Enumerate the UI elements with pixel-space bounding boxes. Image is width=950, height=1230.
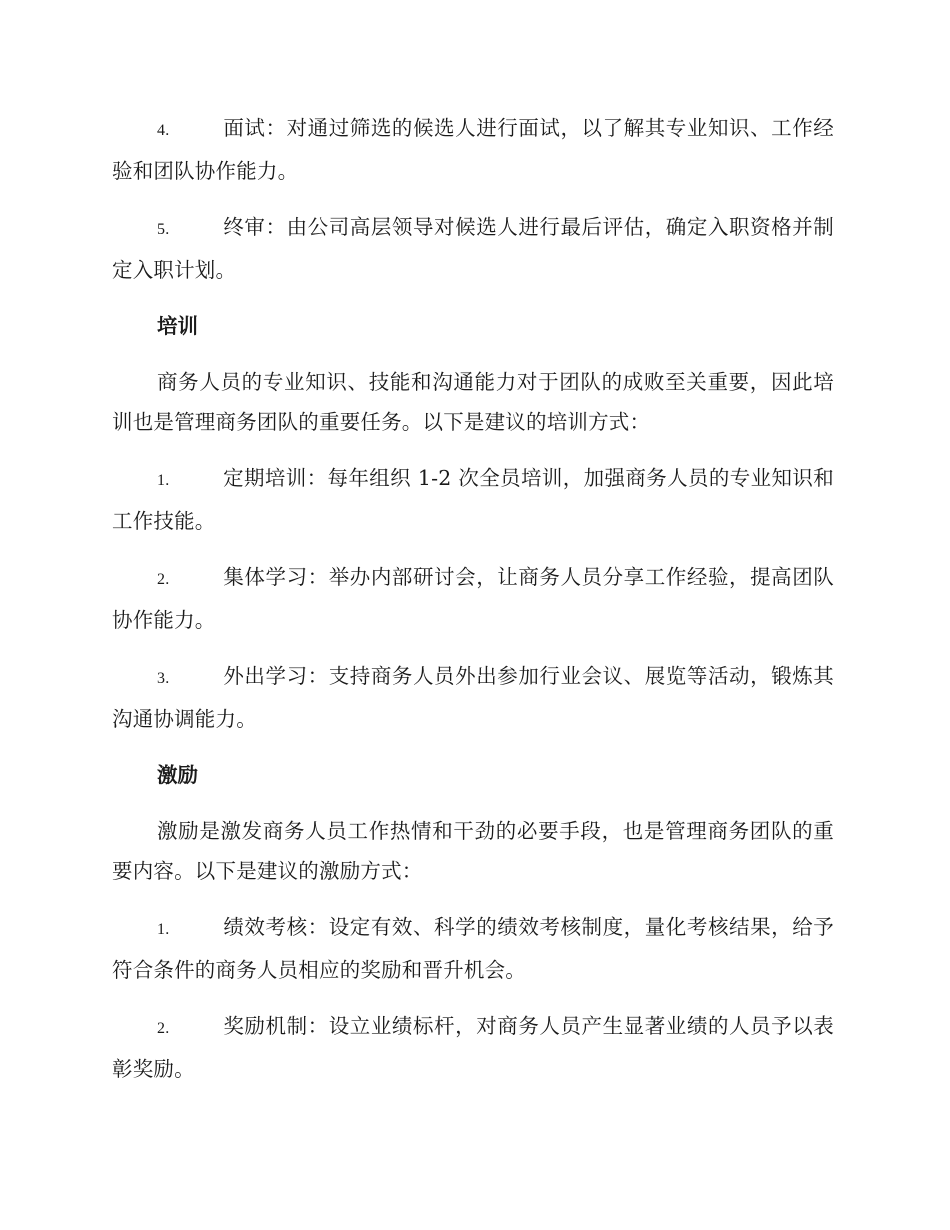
- paragraph-incentive-intro: 激励是激发商务人员工作热情和干劲的必要手段，也是管理商务团队的重要内容。以下是建议的激励方式：: [112, 819, 834, 883]
- section-heading-training: 培训: [157, 314, 198, 338]
- list-number: 4.: [157, 122, 170, 139]
- list-text: 定期培训：每年组织 1-2 次全员培训，加强商务人员的专业知识和工作技能。: [112, 466, 834, 533]
- list-item-final-review: [112, 207, 834, 290]
- list-text: 外出学习：支持商务人员外出参加行业会议、展览等活动，锻炼其沟通协调能力。: [112, 664, 834, 731]
- list-item-regular-training: [112, 458, 834, 541]
- list-number: 2.: [157, 1020, 170, 1037]
- list-text: 集体学习：举办内部研讨会，让商务人员分享工作经验，提高团队协作能力。: [112, 565, 834, 632]
- list-text: 终审：由公司高层领导对候选人进行最后评估，确定入职资格并制定入职计划。: [112, 215, 834, 282]
- list-text: 奖励机制：设立业绩标杆，对商务人员产生显著业绩的人员予以表彰奖励。: [112, 1014, 834, 1081]
- list-item-performance-review: [112, 907, 834, 990]
- list-item-group-learning: [112, 557, 834, 640]
- list-number: 1.: [157, 472, 170, 489]
- list-item-interview: [112, 108, 834, 191]
- list-number: 2.: [157, 571, 170, 588]
- list-number: 5.: [157, 221, 170, 238]
- list-number: 1.: [157, 921, 170, 938]
- list-item-external-learning: [112, 656, 834, 739]
- list-text: 面试：对通过筛选的候选人进行面试，以了解其专业知识、工作经验和团队协作能力。: [112, 116, 834, 183]
- section-heading-incentive: 激励: [157, 763, 198, 787]
- list-text: 绩效考核：设定有效、科学的绩效考核制度，量化考核结果，给予符合条件的商务人员相应的奖励和晋升机会。: [112, 915, 834, 982]
- list-number: 3.: [157, 670, 170, 687]
- paragraph-training-intro: 商务人员的专业知识、技能和沟通能力对于团队的成败至关重要，因此培训也是管理商务团队的重要任务。以下是建议的培训方式：: [112, 370, 834, 434]
- document-body: [112, 108, 834, 1105]
- list-item-reward-mechanism: [112, 1006, 834, 1089]
